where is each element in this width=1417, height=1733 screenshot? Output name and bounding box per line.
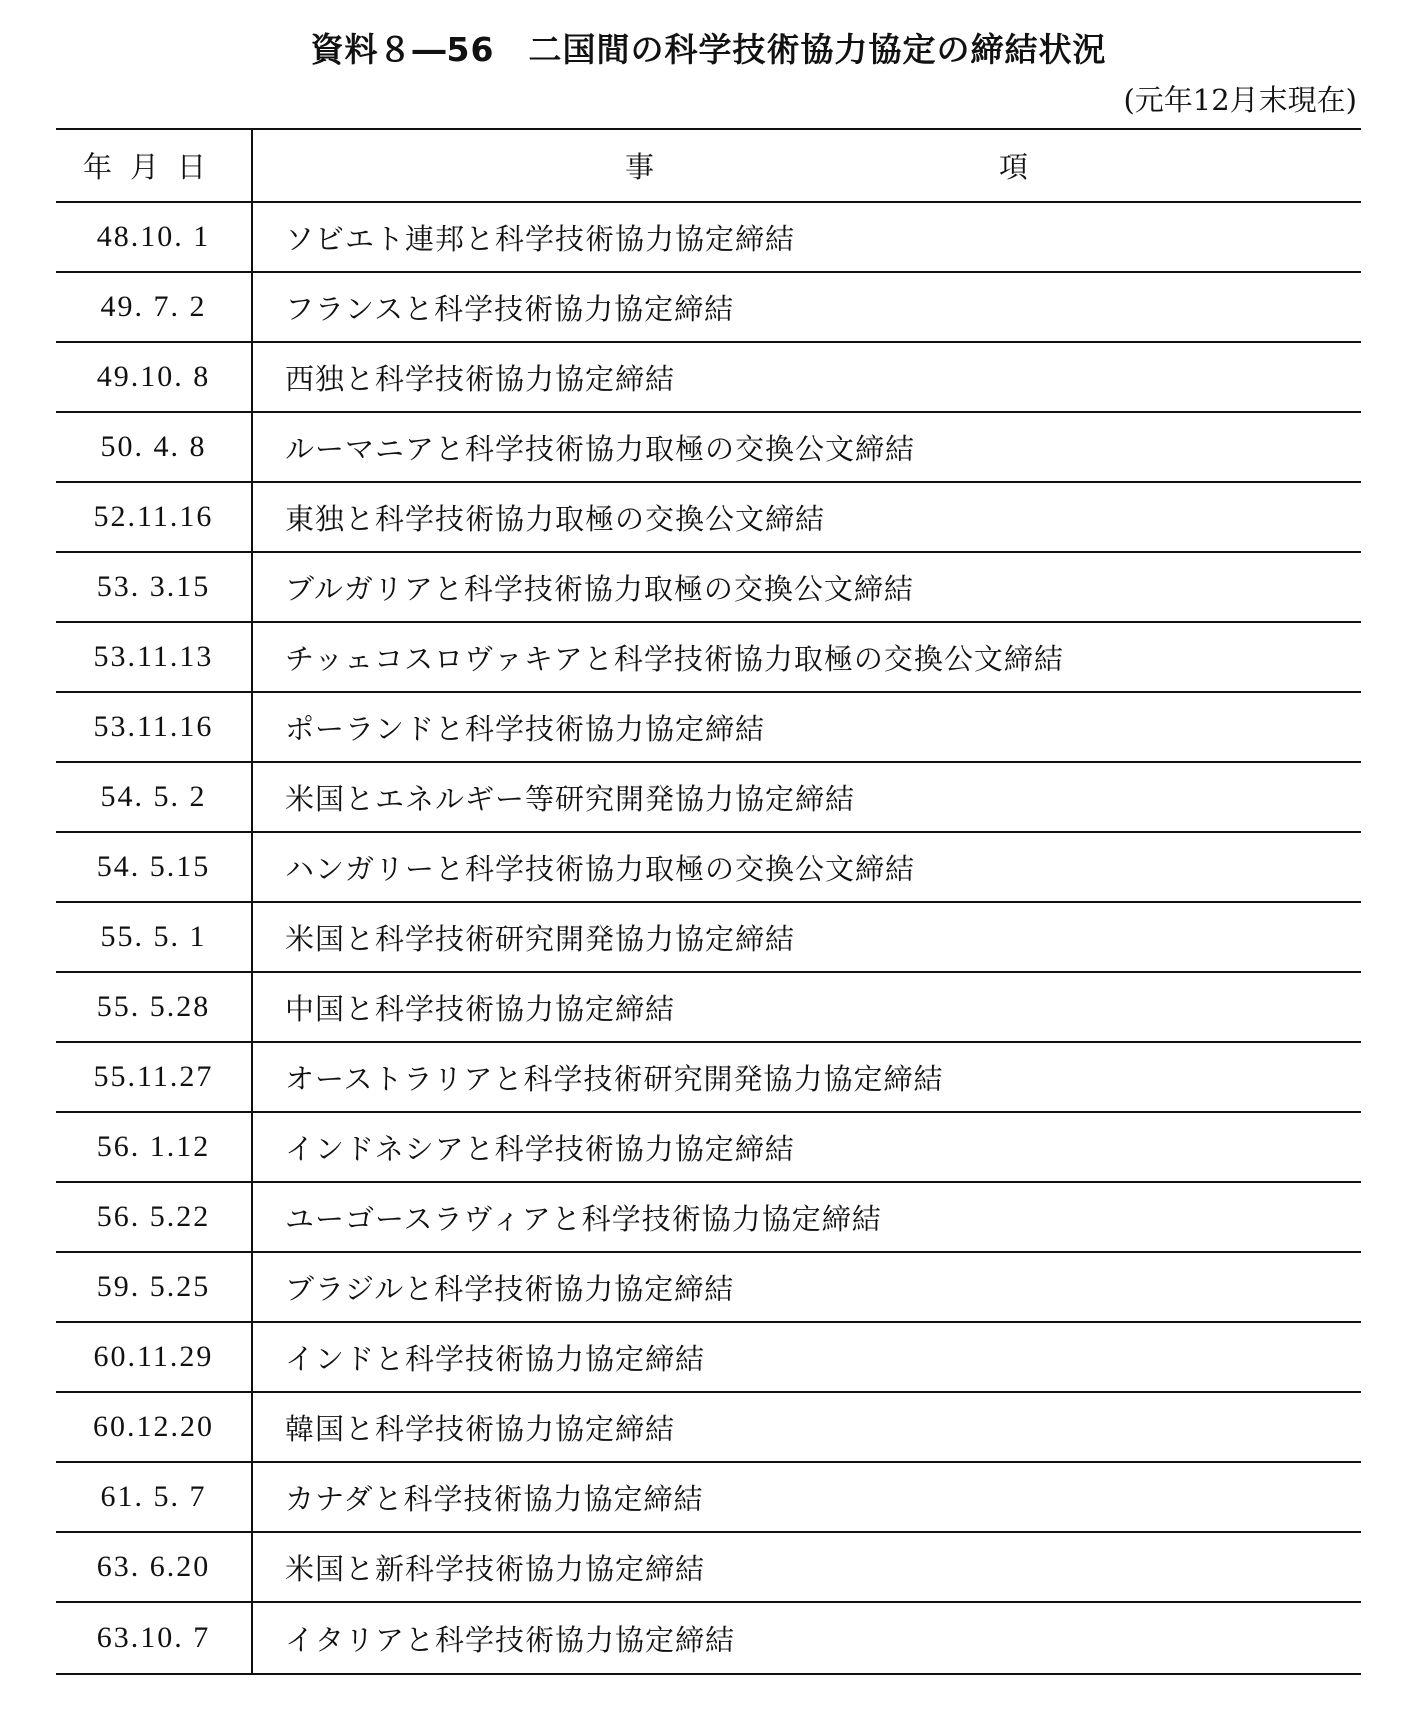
table-row [56, 273, 1361, 343]
page-title: 資料８―56 二国間の科学技術協力協定の締結状況 [310, 30, 1107, 69]
row-date: 49.10. 8 [56, 343, 253, 411]
row-item: ハンガリーと科学技術協力取極の交換公文締結 [285, 851, 916, 886]
table-row [56, 1113, 1361, 1183]
row-date: 52.11.16 [56, 483, 253, 551]
row-date: 61. 5. 7 [56, 1463, 253, 1531]
row-item: インドネシアと科学技術協力協定締結 [285, 1131, 795, 1166]
header-item [253, 130, 1361, 201]
table-row [56, 1183, 1361, 1253]
row-item: イタリアと科学技術協力協定締結 [285, 1622, 736, 1657]
table-row [56, 483, 1361, 553]
row-date: 55.11.27 [56, 1043, 253, 1111]
row-item: ユーゴースラヴィアと科学技術協力協定締結 [285, 1201, 882, 1236]
table-row [56, 343, 1361, 413]
row-item: ブラジルと科学技術協力協定締結 [285, 1271, 735, 1306]
row-item: 米国と新科学技術協力協定締結 [285, 1551, 706, 1586]
row-item: 米国とエネルギー等研究開発協力協定締結 [285, 781, 856, 816]
table-body [56, 203, 1361, 1673]
table-row [56, 833, 1361, 903]
header-item-right: 項 [998, 150, 1029, 184]
row-date: 63. 6.20 [56, 1533, 253, 1601]
row-item: ポーランドと科学技術協力協定締結 [285, 711, 766, 746]
row-item: 米国と科学技術研究開発協力協定締結 [285, 921, 796, 956]
row-date: 55. 5.28 [56, 973, 253, 1041]
agreements-table [56, 128, 1361, 1675]
row-date: 53.11.13 [56, 623, 253, 691]
row-date: 54. 5.15 [56, 833, 253, 901]
row-date: 53.11.16 [56, 693, 253, 761]
table-row [56, 1253, 1361, 1323]
table-row [56, 973, 1361, 1043]
table-row [56, 1323, 1361, 1393]
row-item: インドと科学技術協力協定締結 [285, 1341, 706, 1376]
row-date: 63.10. 7 [56, 1603, 253, 1673]
row-item: チッェコスロヴァキアと科学技術協力取極の交換公文締結 [285, 641, 1064, 676]
row-item: フランスと科学技術協力協定締結 [285, 291, 735, 326]
row-date: 50. 4. 8 [56, 413, 253, 481]
row-date: 55. 5. 1 [56, 903, 253, 971]
table-row [56, 763, 1361, 833]
row-date: 49. 7. 2 [56, 273, 253, 341]
row-date: 59. 5.25 [56, 1253, 253, 1321]
row-date: 48.10. 1 [56, 203, 253, 271]
row-date: 56. 5.22 [56, 1183, 253, 1251]
table-row [56, 693, 1361, 763]
table-header-row [56, 130, 1361, 203]
table-row [56, 903, 1361, 973]
row-item: 韓国と科学技術協力協定締結 [285, 1411, 676, 1446]
row-item: ブルガリアと科学技術協力取極の交換公文締結 [285, 571, 914, 606]
table-row [56, 203, 1361, 273]
row-item: 西独と科学技術協力協定締結 [285, 361, 676, 396]
row-item: カナダと科学技術協力協定締結 [285, 1481, 704, 1516]
row-date: 60.11.29 [56, 1323, 253, 1391]
table-row [56, 1533, 1361, 1603]
row-item: ソビエト連邦と科学技術協力協定締結 [285, 221, 796, 256]
table-row [56, 623, 1361, 693]
row-item: 東独と科学技術協力取極の交換公文締結 [285, 501, 826, 536]
table-row [56, 1393, 1361, 1463]
table-row [56, 413, 1361, 483]
table-row [56, 553, 1361, 623]
row-date: 56. 1.12 [56, 1113, 253, 1181]
row-date: 53. 3.15 [56, 553, 253, 621]
row-item: ルーマニアと科学技術協力取極の交換公文締結 [285, 431, 916, 466]
row-item: オーストラリアと科学技術研究開発協力協定締結 [285, 1061, 944, 1096]
row-date: 60.12.20 [56, 1393, 253, 1461]
header-item-left: 事 [624, 150, 655, 184]
table-row [56, 1043, 1361, 1113]
row-date: 54. 5. 2 [56, 763, 253, 831]
row-item: 中国と科学技術協力協定締結 [285, 991, 676, 1026]
table-row [56, 1603, 1361, 1673]
as-of-note: (元年12月末現在) [1123, 83, 1357, 117]
table-row [56, 1463, 1361, 1533]
header-date: 年月日 [56, 130, 253, 201]
